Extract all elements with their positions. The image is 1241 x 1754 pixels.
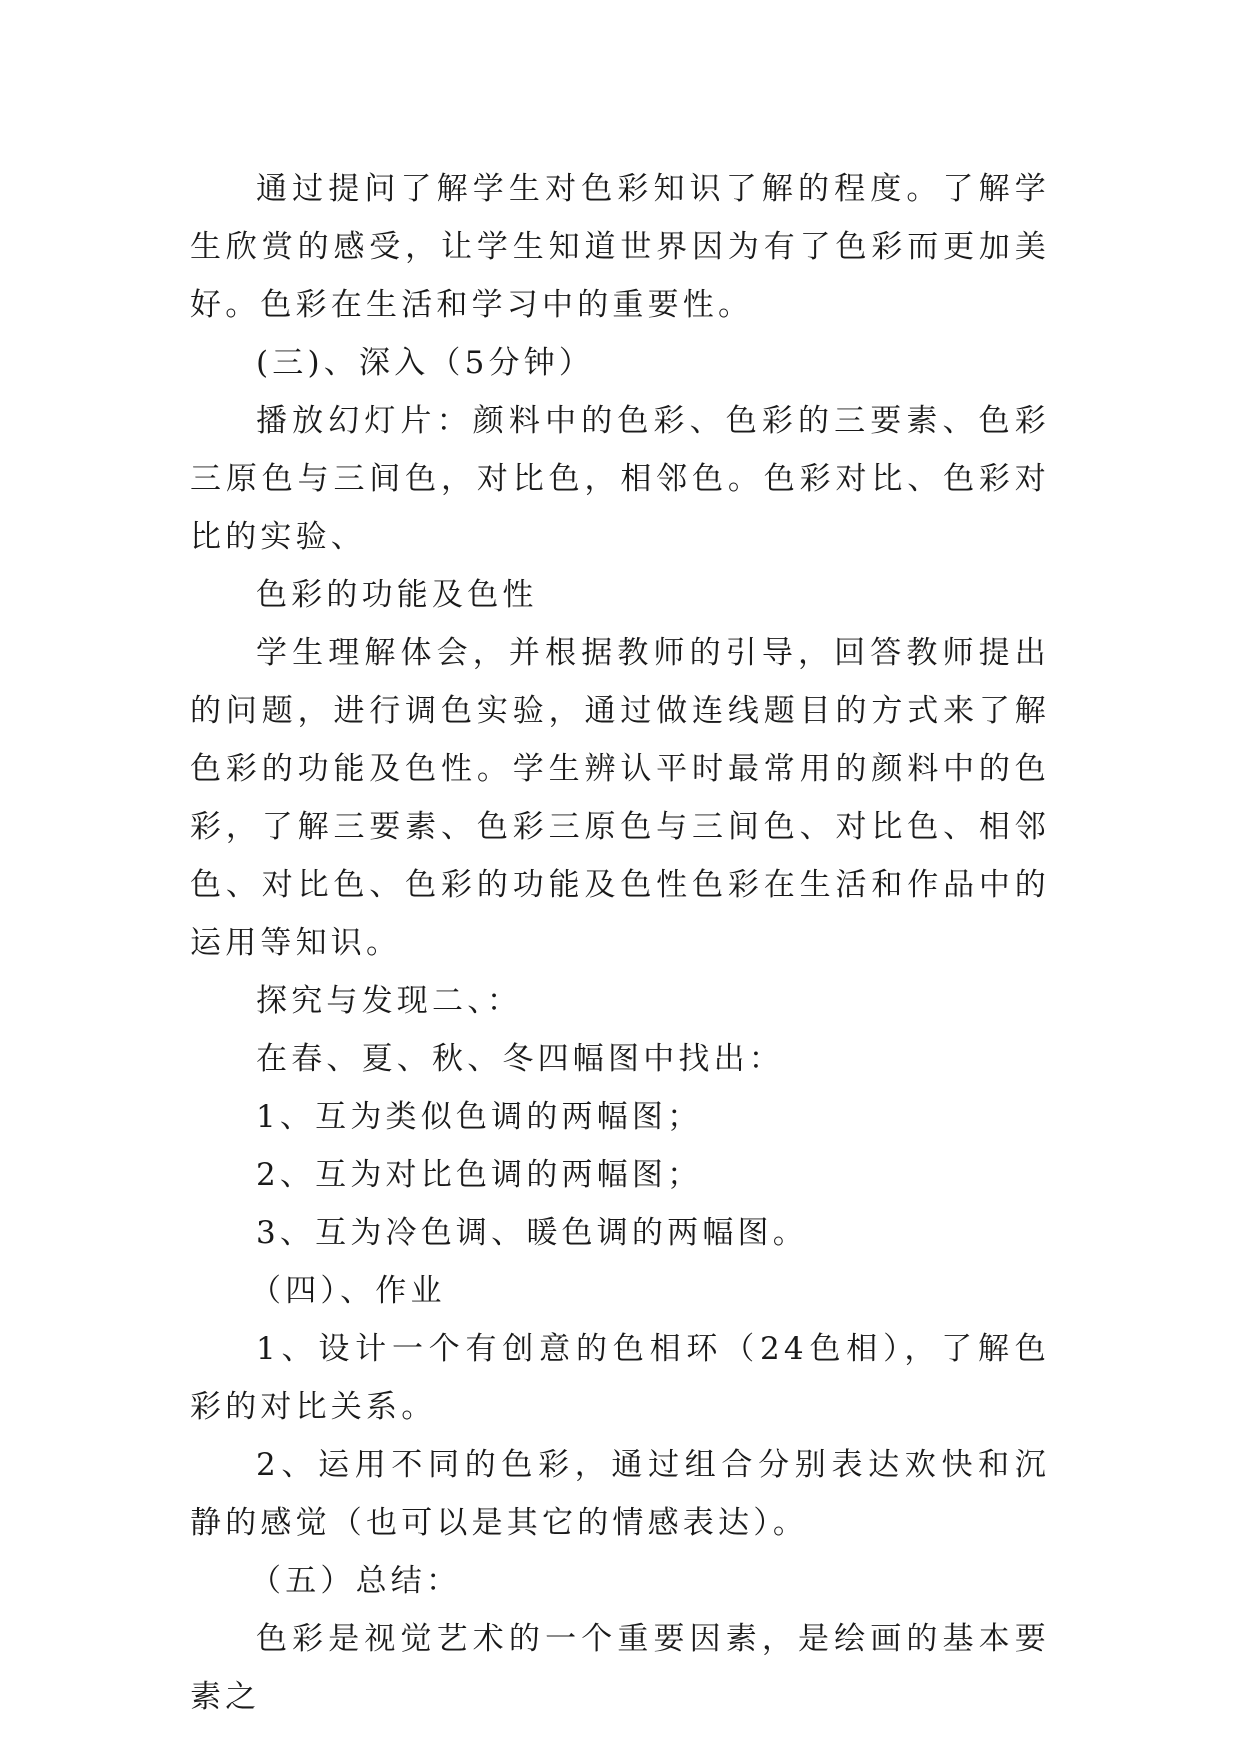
paragraph-find-in-images: 在春、夏、秋、冬四幅图中找出： (256, 1041, 784, 1077)
list-item-cool-warm-tones: 3、互为冷色调、暖色调的两幅图。 (256, 1215, 808, 1251)
list-item-similar-tones: 1、互为类似色调的两幅图； (256, 1099, 703, 1135)
section-heading-deepen: (三)、深入（5分钟） (256, 345, 595, 381)
paragraph-intro-questions: 通过提问了解学生对色彩知识了解的程度。了解学生欣赏的感受，让学生知道世界因为有了色彩而更加美好。色彩在生活和学习中的重要性。 (190, 171, 1050, 323)
section-heading-summary: （五）总结： (250, 1563, 462, 1599)
document-body (190, 160, 1050, 1726)
homework-item-express-feelings: 2、运用不同的色彩，通过组合分别表达欢快和沉静的感觉（也可以是其它的情感表达）。 (190, 1447, 1050, 1541)
homework-item-color-wheel: 1、设计一个有创意的色相环（24色相），了解色彩的对比关系。 (190, 1331, 1050, 1425)
paragraph-summary: 色彩是视觉艺术的一个重要因素，是绘画的基本要素之 (190, 1621, 1050, 1715)
list-item-contrast-tones: 2、互为对比色调的两幅图； (256, 1157, 703, 1193)
section-heading-homework: （四）、作业 (250, 1273, 446, 1309)
paragraph-slideshow: 播放幻灯片：颜料中的色彩、色彩的三要素、色彩三原色与三间色，对比色，相邻色。色彩对比、色彩对比的实验、 (190, 403, 1050, 555)
paragraph-student-understanding: 学生理解体会，并根据教师的引导，回答教师提出的问题，进行调色实验，通过做连线题目的方式来了解色彩的功能及色性。学生辨认平时最常用的颜料中的色彩，了解三要素、色彩三原色与三间色、对比色、相邻色、对比色、色彩的功能及色性色彩在生活和作品中的运用等知识。 (190, 635, 1050, 961)
paragraph-slideshow-continued: 色彩的功能及色性 (256, 577, 538, 613)
paragraph-explore-heading: 探究与发现二、： (256, 983, 523, 1019)
